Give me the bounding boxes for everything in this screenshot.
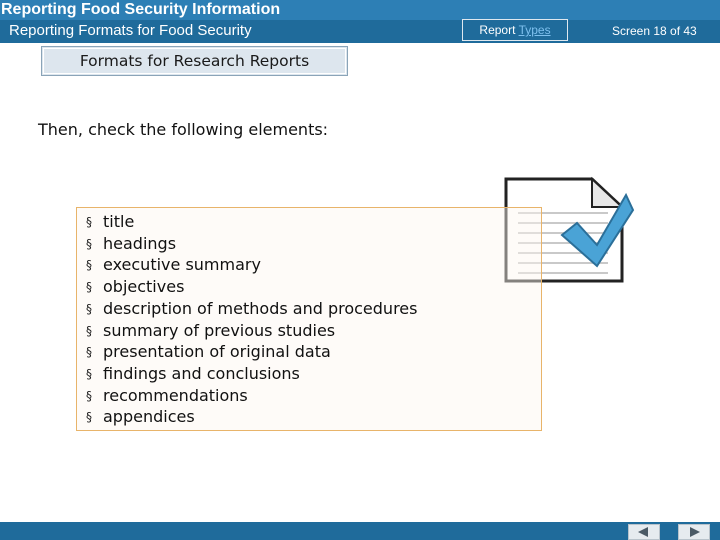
course-title: Reporting Food Security Information — [1, 1, 281, 18]
footer-bar — [0, 522, 720, 540]
list-item-label: objectives — [103, 277, 185, 297]
list-item-label: headings — [103, 233, 177, 253]
bullet-icon: § — [86, 323, 92, 338]
lesson-title: Reporting Formats for Food Security — [9, 22, 252, 39]
list-item-label: recommendations — [103, 385, 248, 405]
report-types-link[interactable]: Types — [518, 23, 551, 37]
list-item-label: executive summary — [103, 255, 261, 275]
bullet-icon: § — [86, 280, 92, 295]
back-arrow-icon — [629, 525, 659, 539]
bullet-icon: § — [86, 258, 92, 273]
screen-counter: Screen 18 of 43 — [612, 24, 697, 38]
bullet-icon: § — [86, 410, 92, 425]
next-arrow-icon — [679, 525, 709, 539]
bullet-icon: § — [86, 388, 92, 403]
bullet-icon: § — [86, 236, 92, 251]
elements-list-box — [76, 207, 542, 431]
list-item-label: summary of previous studies — [103, 320, 336, 340]
list-item-label: presentation of original data — [103, 342, 331, 362]
list-item-label: description of methods and procedures — [103, 298, 418, 318]
list-item-label: title — [103, 212, 135, 231]
intro-text: Then, check the following elements: — [38, 120, 329, 139]
list-item-label: appendices — [103, 407, 195, 427]
bullet-icon: § — [86, 301, 92, 316]
bullet-icon: § — [86, 345, 92, 360]
report-types-button[interactable] — [462, 19, 568, 41]
list-item-label: findings and conclusions — [103, 363, 300, 383]
next-button[interactable] — [678, 524, 710, 540]
back-button[interactable] — [628, 524, 660, 540]
bullet-icon: § — [86, 366, 92, 381]
section-title: Formats for Research Reports — [41, 46, 348, 76]
bullet-icon: § — [86, 215, 92, 229]
report-types-prefix: Report — [479, 23, 519, 37]
